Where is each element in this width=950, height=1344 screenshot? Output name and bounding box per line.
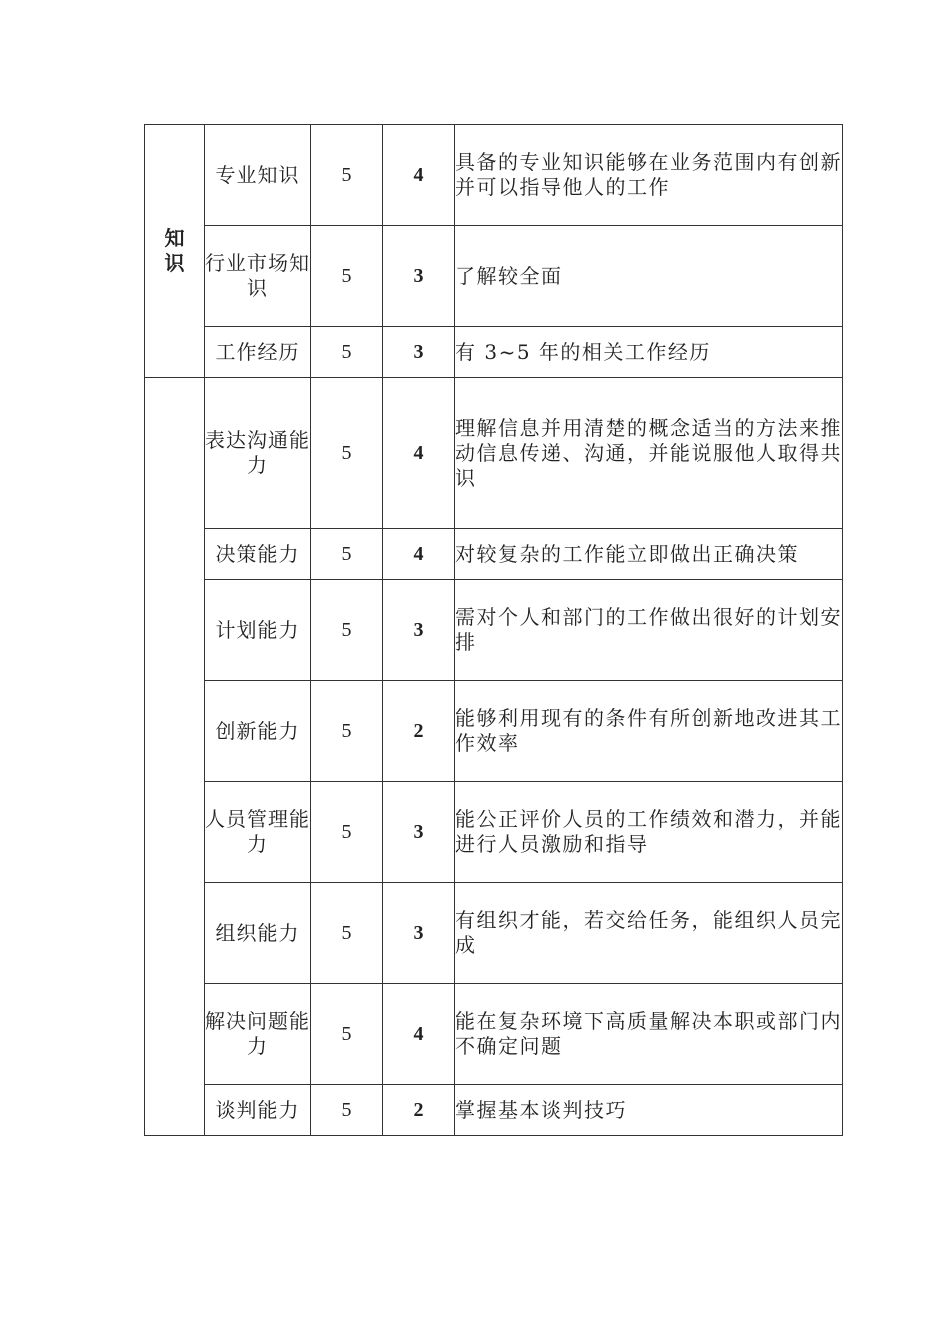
table-row [145,1085,843,1136]
category-cell-ability [145,378,205,1136]
competency-table [144,124,843,1136]
category-char: 知 [164,226,185,250]
score-cell: 3 [383,883,455,984]
table-row [145,782,843,883]
score-cell: 3 [383,327,455,378]
item-cell: 决策能力 [205,529,311,580]
item-cell: 专业知识 [205,125,311,226]
full-score-cell: 5 [311,529,383,580]
description-cell: 有组织才能，若交给任务，能组织人员完成 [455,883,843,984]
item-cell: 解决问题能力 [205,984,311,1085]
category-char: 识 [164,251,185,275]
table-row [145,883,843,984]
full-score-cell: 5 [311,883,383,984]
full-score-cell: 5 [311,1085,383,1136]
table-row [145,378,843,529]
full-score-cell: 5 [311,681,383,782]
table-row [145,327,843,378]
category-cell-knowledge [145,125,205,378]
item-cell: 人员管理能力 [205,782,311,883]
full-score-cell: 5 [311,226,383,327]
score-cell: 3 [383,782,455,883]
item-cell: 谈判能力 [205,1085,311,1136]
table-row [145,226,843,327]
table-row [145,529,843,580]
table-row [145,984,843,1085]
table-row [145,580,843,681]
full-score-cell: 5 [311,125,383,226]
score-cell: 4 [383,984,455,1085]
full-score-cell: 5 [311,327,383,378]
table-row [145,681,843,782]
table-row [145,125,843,226]
score-cell: 4 [383,125,455,226]
item-cell: 组织能力 [205,883,311,984]
description-cell: 理解信息并用清楚的概念适当的方法来推动信息传递、沟通，并能说服他人取得共识 [455,378,843,529]
score-cell: 2 [383,1085,455,1136]
full-score-cell: 5 [311,782,383,883]
description-cell: 能够利用现有的条件有所创新地改进其工作效率 [455,681,843,782]
item-cell: 行业市场知识 [205,226,311,327]
score-cell: 4 [383,529,455,580]
description-cell: 掌握基本谈判技巧 [455,1085,843,1136]
score-cell: 3 [383,226,455,327]
description-cell: 对较复杂的工作能立即做出正确决策 [455,529,843,580]
score-cell: 3 [383,580,455,681]
description-cell: 有 3~5 年的相关工作经历 [455,327,843,378]
item-cell: 表达沟通能力 [205,378,311,529]
full-score-cell: 5 [311,580,383,681]
item-cell: 创新能力 [205,681,311,782]
description-cell: 了解较全面 [455,226,843,327]
description-cell: 具备的专业知识能够在业务范围内有创新并可以指导他人的工作 [455,125,843,226]
full-score-cell: 5 [311,378,383,529]
score-cell: 4 [383,378,455,529]
item-cell: 计划能力 [205,580,311,681]
description-cell: 需对个人和部门的工作做出很好的计划安排 [455,580,843,681]
item-cell: 工作经历 [205,327,311,378]
description-cell: 能公正评价人员的工作绩效和潜力，并能进行人员激励和指导 [455,782,843,883]
description-cell: 能在复杂环境下高质量解决本职或部门内不确定问题 [455,984,843,1085]
full-score-cell: 5 [311,984,383,1085]
score-cell: 2 [383,681,455,782]
